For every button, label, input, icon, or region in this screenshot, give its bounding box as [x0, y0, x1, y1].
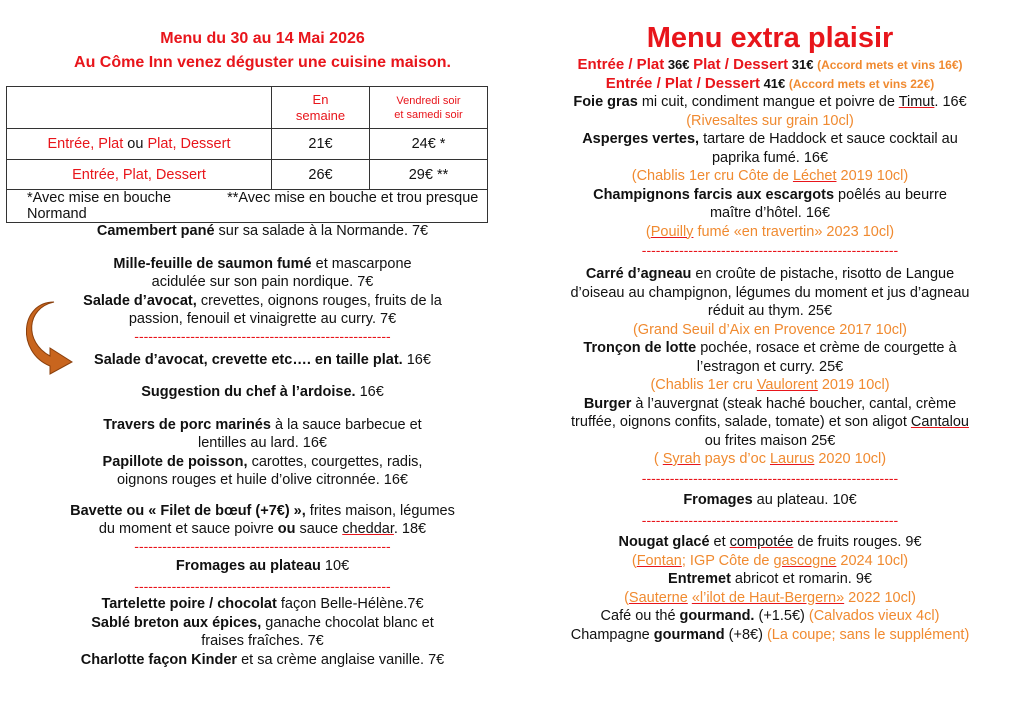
- dish-suggestion-price: 16€: [355, 384, 384, 400]
- dish-sable-desc1: ganache chocolat blanc et: [261, 614, 434, 631]
- dish-carre-desc2: d’oiseau au champignon, légumes du moment et jus d’agneau: [570, 284, 970, 301]
- dish-burger-cantalou: Cantalou: [910, 414, 969, 430]
- formula-1-b: Plat / Dessert: [693, 56, 789, 73]
- dish-sable: [14, 614, 511, 633]
- price-table: [6, 86, 488, 223]
- dish-fromages-left-price: 10€: [320, 557, 350, 574]
- row2-weekday-price: 26€: [272, 160, 370, 190]
- dish-charlotte-desc: et sa crème anglaise vanille. 7€: [237, 651, 445, 668]
- separator-r3: -------------------------------------------------------: [641, 513, 899, 527]
- dish-travers-desc1: à la sauce barbecue et: [270, 416, 422, 433]
- dish-millefeuille-desc2: acidulée sur son pain nordique. 7€: [151, 274, 374, 290]
- dish-champignons-desc2: maître d’hôtel. 16€: [709, 205, 831, 221]
- dish-nougat-et: et: [709, 534, 730, 550]
- dish-cafe: [518, 607, 1022, 626]
- wine-entremet-a: (: [624, 589, 629, 606]
- dish-champagne-a: Champagne: [570, 626, 654, 643]
- dish-bavette-desc2: [14, 520, 511, 539]
- dish-lotte-name: Tronçon de lotte: [583, 340, 697, 356]
- wine-nougat: [518, 552, 1022, 571]
- dish-champagne-gourmand: gourmand: [653, 626, 725, 643]
- wine-entremet-sauterne: Sauterne: [628, 589, 688, 606]
- wine-foie: (Rivesaltes sur grain 10cl): [686, 112, 854, 129]
- col-weekend-header: [370, 87, 488, 129]
- wine-entremet: [518, 589, 1022, 608]
- note-2: **Avec mise en bouche et trou presque Normand: [27, 190, 479, 222]
- row1-weekend-price: 24€ *: [370, 129, 488, 160]
- dish-asperges-name: Asperges vertes,: [582, 131, 700, 147]
- separator-r1: -------------------------------------------------------: [641, 243, 899, 257]
- wine-asperges-b: 2019 10cl): [836, 168, 909, 184]
- dish-burger: [518, 395, 1022, 414]
- dish-burger-desc3: ou frites maison 25€: [704, 432, 836, 449]
- wine-carre: (Grand Seuil d’Aix en Provence 2017 10cl): [632, 321, 908, 338]
- col-weekday-l1: En: [312, 91, 329, 107]
- wine-lotte-a: (Chablis 1er cru: [650, 377, 757, 393]
- left-dishes: [14, 222, 511, 669]
- dish-cafe-price: (+1.5€): [754, 608, 809, 624]
- dish-asperges-desc1: tartare de Haddock et sauce cocktail au: [699, 131, 958, 147]
- dish-carre-desc1: en croûte de pistache, risotto de Langue: [691, 266, 955, 282]
- dish-nougat-desc: de fruits rouges. 9€: [793, 534, 922, 550]
- dish-travers: [14, 416, 511, 435]
- formula-2: [518, 75, 1022, 94]
- separator-1: -------------------------------------------------------: [134, 328, 391, 343]
- formula-2-accord: (Accord mets et vins 22€): [788, 76, 935, 91]
- dish-salade-desc2: passion, fenouil et vinaigrette au curry. 7€: [128, 311, 397, 327]
- wine-burger-m: pays d’oc: [700, 451, 770, 467]
- dish-champignons: [518, 186, 1022, 205]
- wine-lotte-b: 2019 10cl): [817, 377, 890, 393]
- dish-salade-plat-price: 16€: [402, 351, 431, 368]
- formula-2-price: 41€: [759, 75, 789, 91]
- dish-carre-name: Carré d’agneau: [585, 266, 692, 282]
- dish-bavette: [14, 502, 511, 521]
- dish-burger-desc1: à l’auvergnat (steak haché boucher, cantal, crème: [631, 395, 957, 412]
- dish-fromages-right-name: Fromages: [683, 491, 753, 508]
- dish-cafe-gourmand: gourmand.: [679, 608, 755, 624]
- dish-papillote: [14, 453, 511, 472]
- dish-charlotte-name: Charlotte façon Kinder: [80, 651, 238, 668]
- dish-foie-desc: mi cuit, condiment mangue et poivre de: [637, 94, 899, 110]
- wine-entremet-ilot: «l’ilot de Haut-Bergern»: [691, 589, 845, 606]
- dish-lotte: [518, 339, 1022, 358]
- dish-papillote-desc2: oignons rouges et huile d’olive citronnée. 16€: [116, 472, 408, 488]
- dish-salade-plat: [14, 351, 511, 370]
- dish-papillote-name: Papillote de poisson,: [102, 453, 248, 470]
- bavette-text-a: du moment et sauce poivre: [98, 521, 278, 537]
- dish-nougat-name: Nougat glacé: [618, 534, 710, 550]
- dish-millefeuille-desc1: et mascarpone: [311, 255, 412, 272]
- bavette-price: . 18€: [393, 521, 427, 537]
- dish-champignons-desc1: poêlés au beurre: [834, 186, 947, 203]
- dish-nougat-compotee: compotée: [729, 534, 794, 550]
- wine-asperges-a: (Chablis 1er cru Côte de: [631, 168, 793, 184]
- separator-3: -------------------------------------------------------: [134, 579, 391, 593]
- dish-champignons-name: Champignons farcis aux escargots: [593, 186, 835, 203]
- dish-foie-timut: Timut: [898, 94, 935, 110]
- wine-nougat-m: ; IGP Côte de: [681, 552, 774, 569]
- formula-1-price2: 31€: [788, 57, 818, 72]
- dish-charlotte: [14, 651, 511, 670]
- left-title-line1: Menu du 30 au 14 Mai 2026: [160, 30, 365, 47]
- dish-champagne: [518, 626, 1022, 645]
- dish-tartelette: [14, 595, 511, 614]
- dish-suggestion-name: Suggestion du chef à l’ardoise.: [141, 384, 356, 400]
- wine-burger: [518, 450, 1022, 469]
- row1-weekday-price: 21€: [272, 129, 370, 160]
- formula-1-a: Entrée / Plat: [577, 56, 665, 73]
- wine-burger-laurus: Laurus: [769, 451, 815, 467]
- wine-nougat-a: (: [631, 552, 637, 569]
- formula-1-price1: 36€: [664, 57, 694, 72]
- price-table-corner: [7, 87, 272, 129]
- dish-champagne-price: (+8€): [724, 626, 767, 643]
- bavette-ou: ou: [277, 521, 296, 537]
- row2-label: Entrée, Plat, Dessert: [7, 160, 272, 190]
- dish-camembert: [14, 222, 511, 241]
- dish-salade-plat-name: Salade d’avocat, crevette etc…. en taille plat.: [94, 351, 403, 368]
- separator-r2: -------------------------------------------------------: [641, 470, 899, 485]
- dish-sable-name: Sablé breton aux épices,: [91, 614, 262, 631]
- row2-weekend-price: 29€ **: [370, 160, 488, 190]
- row1-label-a: Entrée, Plat: [47, 136, 124, 152]
- dish-nougat: [518, 533, 1022, 552]
- wine-champignons-b: fumé «en travertin» 2023 10cl): [693, 223, 895, 240]
- dish-carre: [518, 265, 1022, 284]
- dish-asperges: [518, 130, 1022, 149]
- dish-salade: [14, 292, 511, 311]
- dish-millefeuille: [14, 255, 511, 274]
- wine-nougat-fontan: Fontan: [636, 552, 682, 569]
- wine-cafe: (Calvados vieux 4cl): [808, 608, 940, 624]
- right-title: Menu extra plaisir: [646, 22, 894, 54]
- dish-bavette-name: Bavette ou « Filet de bœuf (+7€) »,: [70, 502, 306, 519]
- dish-entremet-desc: abricot et romarin. 9€: [730, 571, 872, 587]
- note-1: *Avec mise en bouche: [27, 190, 172, 206]
- wine-entremet-b: 2022 10cl): [844, 589, 916, 606]
- dish-foie: [518, 93, 1022, 112]
- dish-suggestion: [14, 383, 511, 402]
- curved-arrow-icon: [20, 298, 80, 378]
- dish-bavette-desc1: frites maison, légumes: [305, 502, 455, 519]
- dish-fromages-right-price: au plateau. 10€: [752, 491, 857, 508]
- col-weekday-l2: semaine: [295, 107, 346, 123]
- separator-2: -------------------------------------------------------: [134, 538, 391, 553]
- dish-entremet-name: Entremet: [668, 571, 731, 587]
- dish-cafe-a: Café ou thé: [600, 608, 680, 624]
- wine-champignons: [518, 223, 1022, 242]
- table-notes: [7, 190, 488, 223]
- dish-carre-desc3: réduit au thym. 25€: [707, 303, 833, 319]
- wine-lotte: [518, 376, 1022, 395]
- formula-1: [518, 56, 1022, 75]
- wine-champignons-pouilly: Pouilly: [650, 223, 694, 240]
- dish-asperges-desc2: paprika fumé. 16€: [711, 149, 829, 166]
- wine-champignons-a: (: [645, 223, 651, 240]
- dish-salade-name: Salade d’avocat,: [83, 292, 197, 309]
- dish-fromages-right: [518, 491, 1022, 510]
- formula-1-accord: (Accord mets et vins 16€): [817, 58, 963, 72]
- row1-label: [7, 129, 272, 160]
- dish-salade-desc1: crevettes, oignons rouges, fruits de la: [196, 292, 442, 309]
- wine-asperges-lechet: Léchet: [792, 168, 837, 184]
- dish-millefeuille-name: Mille-feuille de saumon fumé: [113, 255, 312, 272]
- dish-camembert-name: Camembert pané: [96, 223, 215, 239]
- dish-burger-desc2: [518, 413, 1022, 432]
- wine-asperges: [518, 167, 1022, 186]
- wine-burger-a: (: [653, 451, 663, 467]
- dish-burger-desc2-a: truffée, oignons confits, salade, tomate) et son aligot: [571, 414, 911, 430]
- col-weekend-l1: Vendredi soir: [396, 94, 461, 107]
- dish-tartelette-desc: façon Belle-Hélène.7€: [276, 596, 424, 612]
- dish-travers-desc2: lentilles au lard. 16€: [198, 435, 327, 451]
- dish-fromages-left: [14, 557, 511, 576]
- row1-label-ou: ou: [123, 136, 148, 152]
- dish-lotte-desc1: pochée, rosace et crème de courgette à: [696, 340, 957, 356]
- dish-tartelette-name: Tartelette poire / chocolat: [101, 596, 277, 612]
- formula-2-a: Entrée / Plat / Dessert: [605, 74, 760, 92]
- wine-nougat-b: 2024 10cl): [836, 552, 909, 569]
- wine-burger-syrah: Syrah: [662, 451, 701, 467]
- bavette-cheddar: cheddar: [342, 521, 394, 537]
- col-weekday-header: [272, 87, 370, 129]
- dish-burger-name: Burger: [583, 395, 632, 412]
- dish-fromages-left-name: Fromages au plateau: [175, 557, 321, 574]
- col-weekend-l2: et samedi soir: [394, 108, 463, 121]
- wine-burger-b: 2020 10cl): [814, 451, 887, 467]
- left-title-line2: Au Côme Inn venez déguster une cuisine maison.: [74, 54, 451, 71]
- dish-camembert-desc: sur sa salade à la Normande. 7€: [214, 223, 429, 239]
- dish-sable-desc2: fraises fraîches. 7€: [201, 633, 324, 649]
- dish-foie-name: Foie gras: [573, 94, 638, 110]
- bavette-text-b: sauce: [295, 521, 343, 537]
- wine-lotte-vaulorent: Vaulorent: [756, 377, 818, 393]
- dish-entremet: [518, 570, 1022, 589]
- wine-nougat-gascogne: gascogne: [773, 552, 837, 569]
- wine-champagne: (La coupe; sans le supplément): [766, 626, 970, 643]
- dish-travers-name: Travers de porc marinés: [103, 416, 271, 433]
- right-menu-column: [518, 20, 1022, 644]
- dish-lotte-desc2: l’estragon et curry. 25€: [696, 358, 844, 375]
- dish-foie-price: . 16€: [934, 94, 967, 110]
- row1-label-b: Plat, Dessert: [147, 136, 231, 152]
- dish-papillote-desc1: carottes, courgettes, radis,: [247, 453, 423, 470]
